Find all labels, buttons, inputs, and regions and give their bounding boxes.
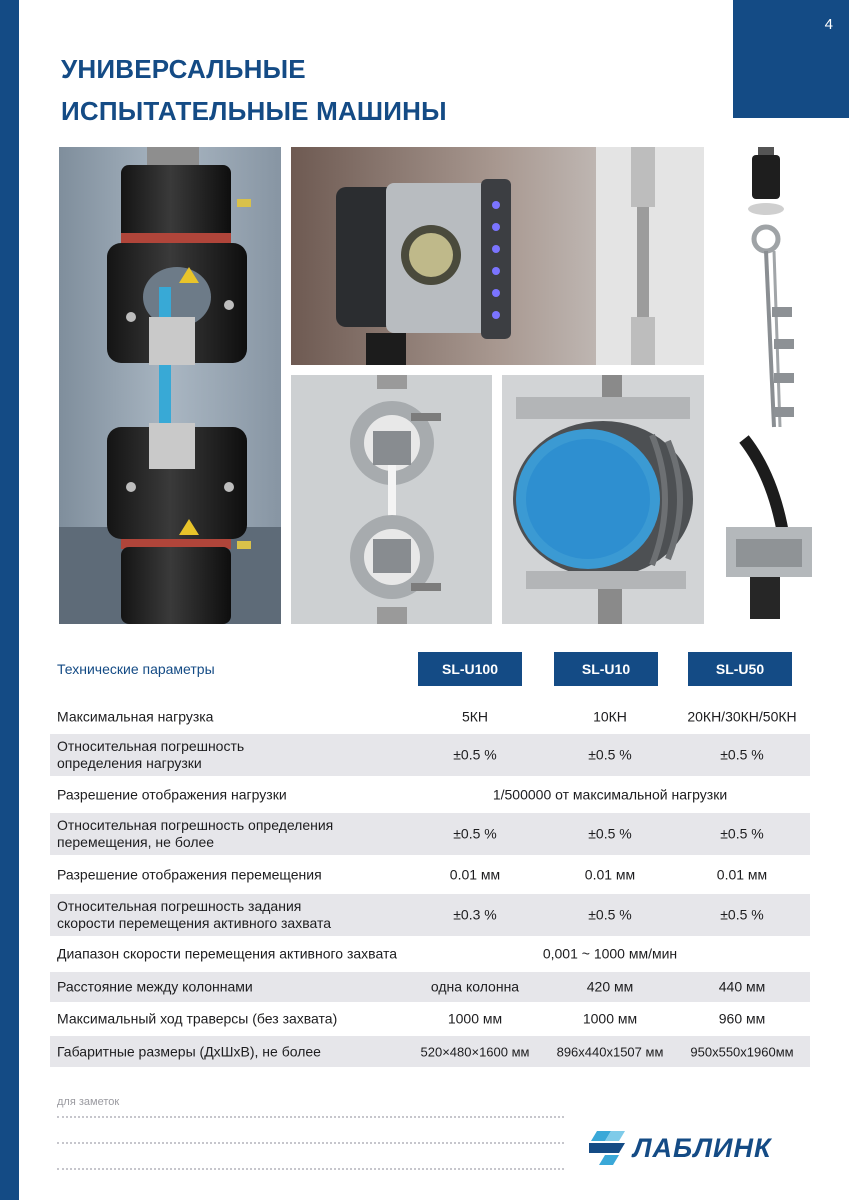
spec-value: 896х440х1507 мм [556, 1044, 664, 1059]
photo-pipe-ring-test [502, 375, 704, 624]
spec-value: ±0.5 % [720, 746, 764, 763]
spec-value: 520×480×1600 мм [420, 1044, 530, 1059]
spec-value: 420 мм [586, 978, 634, 995]
photo-video-extensometer [291, 147, 704, 365]
logo-text: ЛАБЛИНК [633, 1132, 772, 1163]
spec-name: Разрешение отображения нагрузки [57, 786, 287, 802]
spec-row [50, 1036, 810, 1067]
spec-value: одна колонна [430, 978, 520, 995]
photo-grips-tensile-test [59, 147, 281, 624]
spec-name-line: перемещения, не более [57, 834, 215, 850]
brand-logo [589, 1128, 821, 1168]
spec-value: ±0.3 % [453, 906, 497, 923]
spec-value: 1000 мм [447, 1010, 503, 1027]
spec-name [57, 817, 412, 851]
spec-value: 1000 мм [582, 1010, 638, 1027]
spec-value: 10КН [593, 708, 627, 725]
notes-line [57, 1168, 564, 1170]
spec-name: Диапазон скорости перемещения активного захвата [57, 945, 397, 962]
spec-name: Максимальная нагрузка [57, 708, 214, 725]
model-badge-sl-u50: SL-U50 [688, 652, 792, 686]
page-corner-box [733, 0, 849, 118]
spec-value: 5КН [461, 708, 489, 725]
spec-name [57, 898, 412, 932]
spec-row [50, 700, 810, 734]
title-line-2: ИСПЫТАТЕЛЬНЫЕ МАШИНЫ [61, 96, 447, 126]
page-title [61, 48, 447, 132]
specs-table [50, 700, 810, 1067]
spec-value: 950х550х1960мм [690, 1044, 794, 1059]
spec-value: 1/500000 от максимальной нагрузки [492, 786, 728, 802]
spec-row [50, 734, 810, 776]
spec-name-line: определения нагрузки [57, 755, 202, 771]
spec-value: 960 мм [718, 1010, 766, 1027]
spec-value: 20КН/30КН/50КН [687, 708, 797, 725]
spec-row [50, 776, 810, 813]
title-line-1: УНИВЕРСАЛЬНЫЕ [61, 54, 306, 84]
spec-name-line: Относительная погрешность задания [57, 898, 302, 914]
photo-specimen-grips [291, 375, 492, 624]
notes-line [57, 1116, 564, 1118]
model-badge-sl-u10: SL-U10 [554, 652, 658, 686]
notes-line [57, 1142, 564, 1144]
model-badge-sl-u100: SL-U100 [418, 652, 522, 686]
spec-name-line: Относительная погрешность [57, 738, 245, 754]
spec-value: 0.01 мм [584, 866, 636, 882]
spec-value: 0.01 мм [449, 866, 501, 882]
notes-label: для заметок [57, 1096, 120, 1108]
spec-row [50, 855, 810, 894]
spec-value: ±0.5 % [453, 746, 497, 763]
spec-row [50, 972, 810, 1002]
spec-name: Расстояние между колоннами [57, 978, 253, 995]
spec-value: 0.01 мм [716, 866, 768, 882]
spec-value: ±0.5 % [720, 825, 764, 842]
spec-name: Габаритные размеры (ДхШхВ), не более [57, 1043, 321, 1059]
left-accent-bar [0, 0, 19, 1200]
spec-name-line: скорости перемещения активного захвата [57, 915, 332, 931]
spec-value: ±0.5 % [588, 825, 632, 842]
spec-value: ±0.5 % [588, 746, 632, 763]
spec-row [50, 894, 810, 936]
spec-row [50, 936, 810, 972]
spec-value: ±0.5 % [588, 906, 632, 923]
photo-rope-clamp-test [714, 147, 814, 624]
spec-row [50, 813, 810, 855]
spec-name: Максимальный ход траверсы (без захвата) [57, 1010, 338, 1027]
page-number: 4 [824, 16, 833, 33]
spec-name-line: Относительная погрешность определения [57, 817, 334, 833]
spec-name: Разрешение отображения перемещения [57, 866, 322, 882]
specs-heading: Технические параметры [57, 661, 215, 677]
spec-name [57, 738, 412, 772]
lablink-logo-icon [589, 1131, 627, 1165]
spec-value: 440 мм [718, 978, 766, 995]
spec-value: 0,001 ~ 1000 мм/мин [542, 945, 678, 962]
spec-value: ±0.5 % [453, 825, 497, 842]
spec-value: ±0.5 % [720, 906, 764, 923]
spec-row [50, 1002, 810, 1036]
